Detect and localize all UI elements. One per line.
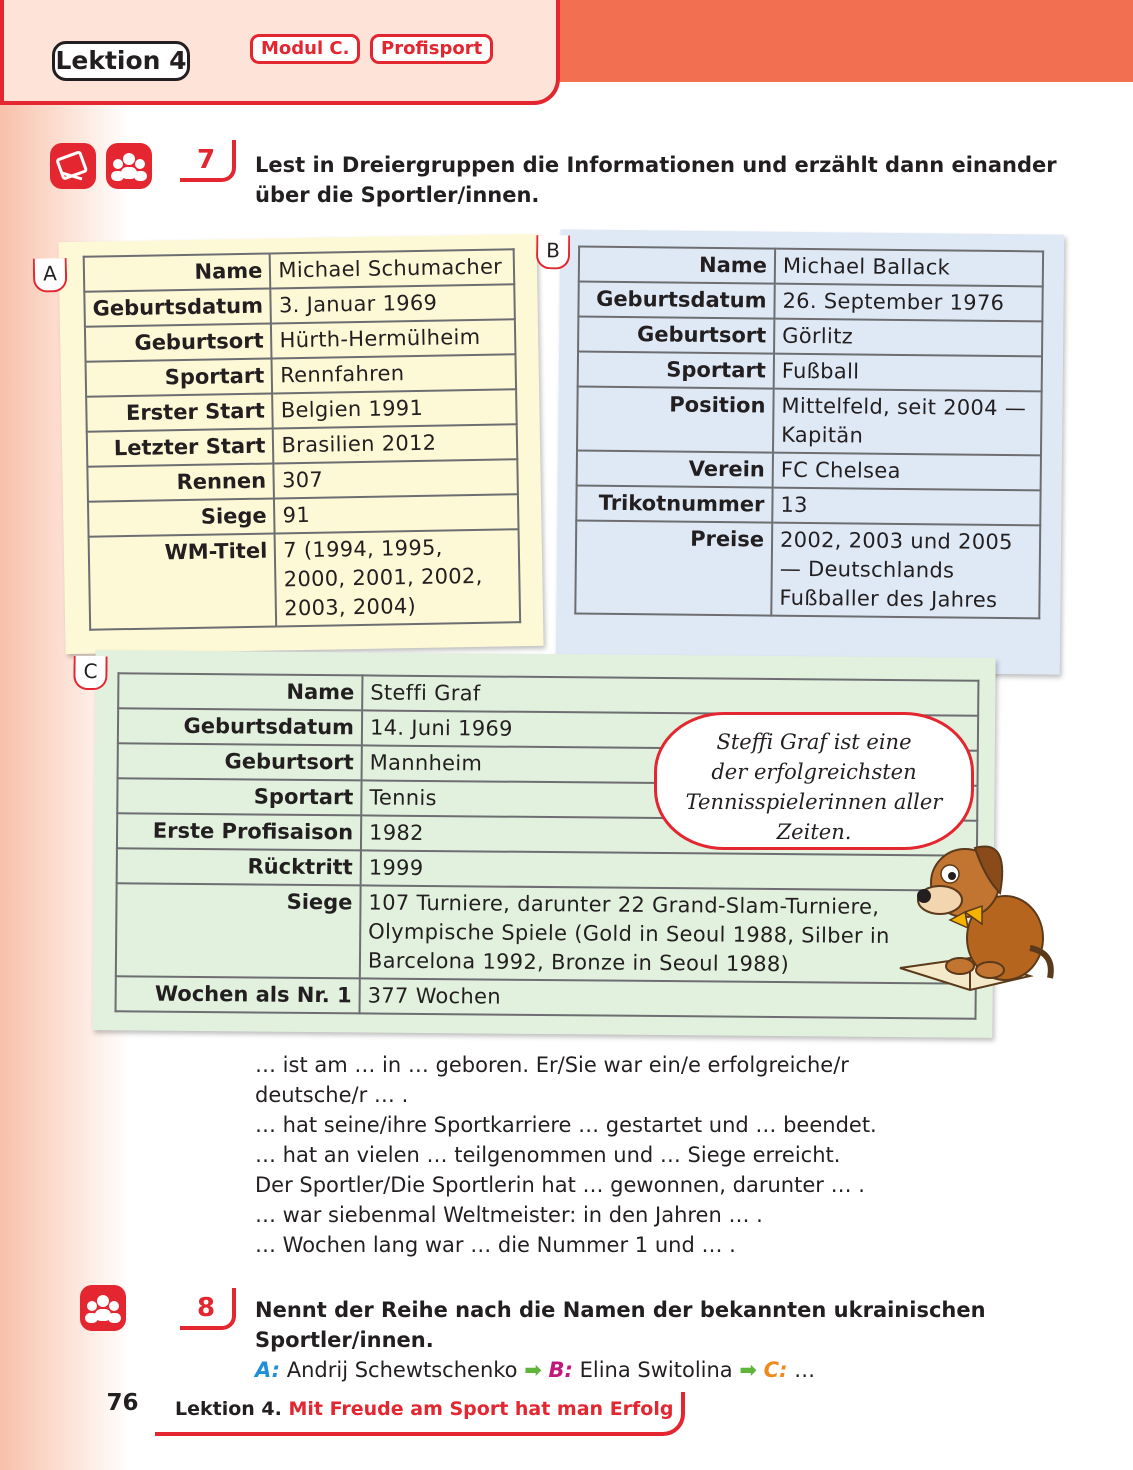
phrase-line: … war siebenmal Weltmeister: in den Jahren … .	[255, 1203, 763, 1227]
label-b: B:	[548, 1358, 573, 1382]
phrase-line: … ist am … in … geboren. Er/Sie war ein/e erfolgreiche/r	[255, 1053, 849, 1077]
info-key: Verein	[577, 451, 773, 488]
exercise-8-answer-line	[255, 1355, 815, 1385]
bubble-line1: Steffi Graf ist eine	[716, 730, 912, 754]
arrow-right-icon: ➡	[739, 1358, 757, 1382]
info-row	[577, 387, 1042, 456]
info-row	[577, 451, 1041, 491]
info-key: Letzter Start	[87, 428, 274, 466]
card-c-label: C	[73, 656, 107, 690]
exercise-8-number: 8	[180, 1288, 236, 1330]
info-row	[578, 282, 1042, 322]
footer-lesson: Lektion 4.	[175, 1398, 282, 1420]
info-value: FC Chelsea	[773, 453, 1041, 491]
header-bar	[560, 0, 1133, 82]
arrow-right-icon: ➡	[524, 1358, 542, 1382]
phrase-line: … hat seine/ihre Sportkarriere … gestartet und … beendet.	[255, 1113, 877, 1137]
info-value: 14. Juni 1969	[362, 710, 978, 750]
info-row	[578, 317, 1042, 357]
info-value: 13	[772, 488, 1040, 526]
info-key: Geburtsort	[118, 743, 362, 780]
info-key: Position	[577, 387, 774, 453]
info-key: WM-Titel	[89, 533, 277, 629]
exercise-7-title-line2: über die Sportler/innen.	[255, 183, 540, 207]
label-c: C:	[763, 1358, 788, 1382]
info-value: 2002, 2003 und 2005 — Deutschlands Fußballer des Jahres	[771, 523, 1040, 619]
name-c: …	[794, 1358, 816, 1382]
info-value: Fußball	[774, 354, 1042, 392]
info-row	[89, 529, 521, 629]
info-row	[116, 883, 977, 984]
info-key: Erste Profisaison	[117, 813, 361, 850]
info-value: 1982	[361, 815, 977, 855]
info-key: Trikotnummer	[576, 486, 772, 523]
info-value: 1999	[361, 850, 977, 890]
modul-label: Modul C.	[250, 34, 360, 64]
info-key: Sportart	[86, 358, 273, 396]
info-value: 26. September 1976	[774, 284, 1042, 322]
info-value: Brasilien 2012	[273, 424, 517, 463]
info-value: Tennis	[361, 780, 977, 820]
info-key: Geburtsort	[578, 317, 774, 354]
book-icon	[50, 143, 96, 189]
footer-text	[175, 1398, 673, 1420]
card-a	[42, 234, 543, 654]
exercise-7-number: 7	[180, 140, 236, 182]
info-value: 7 (1994, 1995, 2000, 2001, 2002, 2003, 2004)	[275, 529, 520, 626]
info-value: Mittelfeld, seit 2004 — Kapitän	[773, 389, 1042, 456]
info-row	[578, 352, 1042, 392]
info-value: 91	[274, 494, 518, 533]
info-value: Steffi Graf	[362, 675, 978, 715]
exercise-8-title-line2: Sportler/innen.	[255, 1328, 434, 1352]
phrase-line: … Wochen lang war … die Nummer 1 und … .	[255, 1233, 736, 1257]
info-key: Wochen als Nr. 1	[116, 976, 360, 1013]
info-row	[116, 976, 976, 1019]
phrase-line: deutsche/r … .	[255, 1083, 409, 1107]
phrase-line: Der Sportler/Die Sportlerin hat … gewonnen, darunter … .	[255, 1173, 865, 1197]
info-key: Geburtsdatum	[578, 282, 774, 319]
info-value: Michael Ballack	[775, 249, 1043, 287]
lesson-badge: Lektion 4	[52, 41, 190, 81]
info-value: 107 Turniere, darunter 22 Grand-Slam-Turniere, Olympische Spiele (Gold in Seoul 1988, Silber in Barcelona 1992, Bronze in Seoul 1988)	[360, 885, 977, 983]
exercise-8-title-line1: Nennt der Reihe nach die Namen der bekannten ukrainischen	[255, 1298, 986, 1322]
info-value: Mannheim	[362, 745, 978, 785]
page-number: 76	[106, 1390, 139, 1416]
info-value: 3. Januar 1969	[271, 284, 515, 323]
info-value: Görlitz	[774, 319, 1042, 357]
card-a-table	[83, 248, 521, 630]
info-value: Rennfahren	[272, 354, 516, 393]
info-key: Geburtsdatum	[118, 708, 362, 745]
info-key: Rücktritt	[117, 848, 361, 885]
info-row	[576, 486, 1040, 526]
card-a-label: A	[33, 258, 68, 293]
phrase-list	[255, 1050, 955, 1260]
info-value: 307	[274, 459, 518, 498]
dog-illustration	[880, 838, 1060, 998]
info-key: Siege	[116, 883, 361, 978]
card-b-table	[574, 246, 1044, 620]
info-key: Name	[84, 254, 271, 292]
info-value: 377 Wochen	[360, 978, 976, 1018]
info-key: Sportart	[578, 352, 774, 389]
footer-lesson-title: Mit Freude am Sport hat man Erfolg	[288, 1398, 674, 1420]
bubble-line4: Zeiten.	[776, 820, 852, 844]
name-b: Elina Switolina	[579, 1358, 733, 1382]
label-a: A:	[255, 1358, 281, 1382]
info-key: Sportart	[117, 778, 361, 815]
info-key: Geburtsdatum	[84, 289, 271, 327]
exercise-7-title-line1: Lest in Dreiergruppen die Informationen und erzählt dann einander	[255, 153, 1057, 177]
phrase-line: … hat an vielen … teilgenommen und … Siege erreicht.	[255, 1143, 841, 1167]
info-key: Geburtsort	[85, 323, 272, 361]
info-key: Erster Start	[86, 393, 273, 431]
speech-bubble	[654, 712, 974, 850]
group-icon	[80, 1285, 126, 1331]
info-value: Michael Schumacher	[270, 249, 514, 288]
bubble-line2: der erfolgreichsten	[711, 760, 917, 784]
info-key: Rennen	[87, 463, 274, 501]
topic-label: Profisport	[370, 34, 493, 64]
info-row	[579, 247, 1043, 287]
bubble-line3: Tennisspielerinnen aller	[685, 790, 943, 814]
info-row	[575, 521, 1040, 619]
card-b-label: B	[536, 235, 570, 269]
info-key: Name	[579, 247, 775, 284]
info-value: Hürth-Hermülheim	[271, 319, 515, 358]
group-icon	[106, 143, 152, 189]
info-key: Siege	[88, 498, 275, 536]
card-b	[546, 229, 1065, 674]
info-key: Preise	[575, 521, 772, 616]
info-key: Name	[118, 673, 362, 710]
info-value: Belgien 1991	[273, 389, 517, 428]
name-a: Andrij Schewtschenko	[286, 1358, 518, 1382]
